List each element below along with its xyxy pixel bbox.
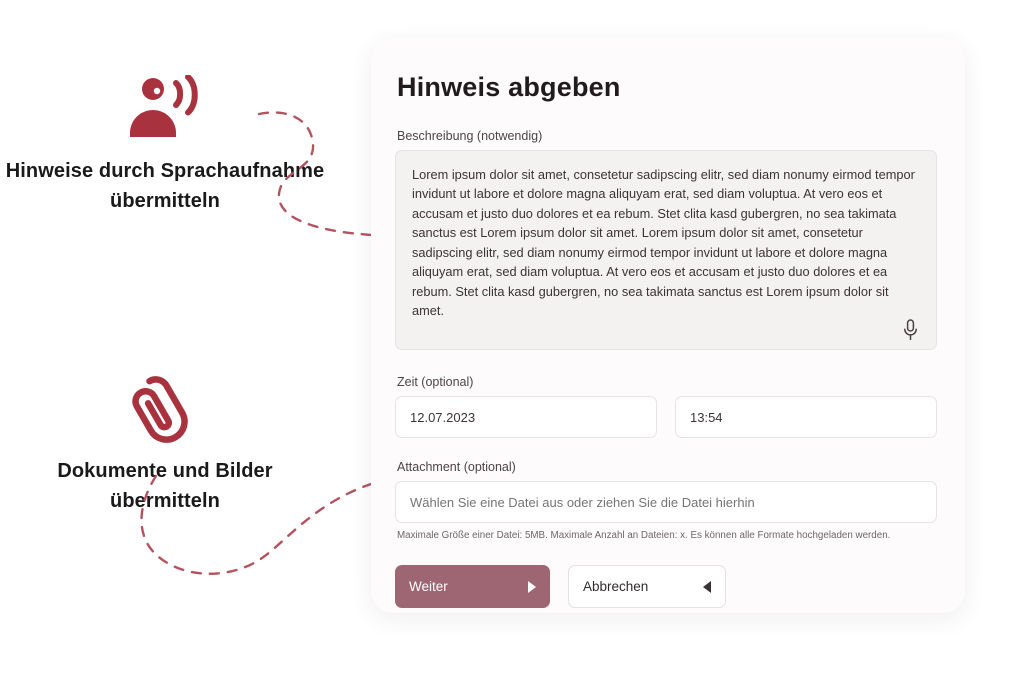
annotation-column (0, 0, 370, 683)
page-title: Hinweis abgeben (397, 72, 621, 102)
voice-recording-icon (0, 70, 330, 146)
attachment-hint: Maximale Größe einer Datei: 5MB. Maximale Anzahl an Dateien: x. Es können alle Formate hochgeladen werden. (397, 530, 891, 541)
time-field-group (395, 375, 937, 438)
time-input[interactable] (675, 396, 937, 438)
weiter-button-label: Weiter (409, 579, 448, 594)
weiter-button[interactable] (395, 565, 550, 608)
description-textarea[interactable] (395, 150, 937, 350)
form-actions (395, 565, 937, 608)
chevron-left-icon (703, 581, 711, 593)
attachment-field-group (395, 460, 937, 541)
annotation-attachment-label: Dokumente und Bilder übermitteln (57, 460, 273, 512)
paperclip-icon (0, 370, 330, 446)
annotation-voice-label: Hinweise durch Sprachaufnahme übermitteln (5, 160, 325, 212)
hinweis-form-card (371, 38, 965, 613)
microphone-icon[interactable] (899, 317, 921, 343)
description-label: Beschreibung (notwendig) (397, 129, 543, 143)
attachment-dropzone-input[interactable] (395, 481, 937, 523)
abbrechen-button-label: Abbrechen (583, 579, 649, 594)
annotation-voice (0, 70, 330, 216)
chevron-right-icon (528, 581, 536, 593)
annotation-attachment (0, 370, 330, 516)
attachment-label: Attachment (optional) (397, 460, 516, 474)
date-input[interactable] (395, 396, 657, 438)
description-field-group (395, 129, 937, 355)
time-label: Zeit (optional) (397, 375, 474, 389)
abbrechen-button[interactable] (568, 565, 726, 608)
